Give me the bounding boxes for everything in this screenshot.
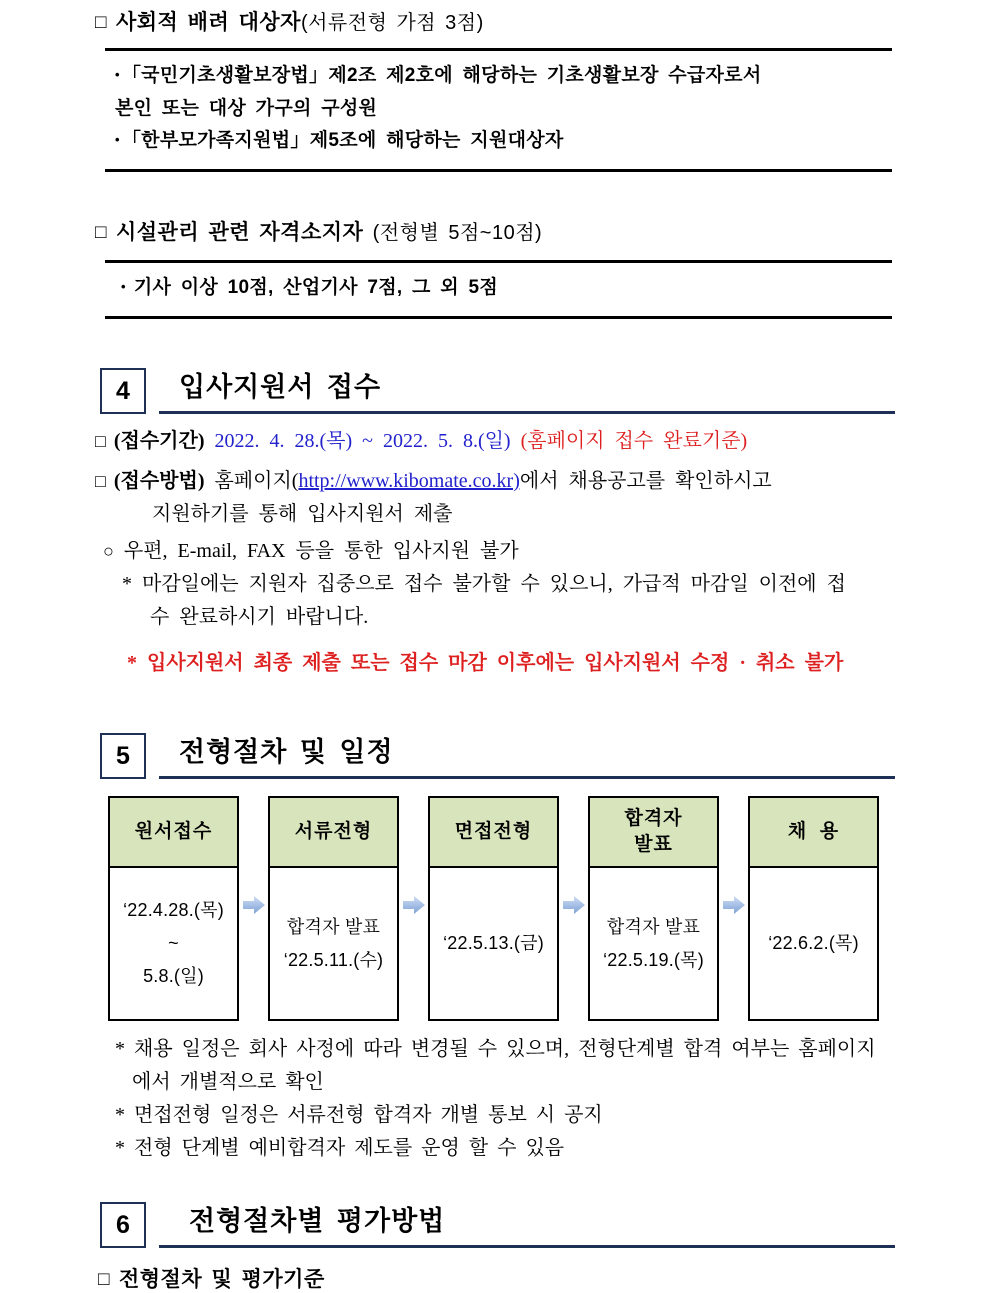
apply-period-label: (접수기간)	[113, 430, 205, 452]
apply-method-cont	[152, 498, 895, 531]
flow-note-2	[115, 1099, 895, 1132]
flow-step-header	[590, 798, 717, 868]
flow-step-title: 면접전형	[454, 821, 533, 842]
facility-cert-item	[115, 272, 892, 305]
flow-step-header	[110, 798, 237, 868]
dot-bullet-icon: •	[115, 67, 120, 82]
flow-step-body	[270, 868, 397, 1019]
social-care-heading	[95, 6, 895, 36]
section5-title-underline	[159, 730, 895, 779]
flow-step-title: 발표	[634, 834, 673, 855]
apply-method-post: 에서 채용공고를 확인하시고	[519, 470, 772, 492]
flow-step-interview	[428, 796, 559, 1021]
flow-notes	[115, 1033, 895, 1165]
square-bullet-icon: □	[98, 1269, 110, 1290]
flow-step-header	[270, 798, 397, 868]
section6-title-underline	[159, 1199, 895, 1248]
criteria-title: 전형절차 및 평가기준	[118, 1268, 325, 1291]
section5-number: 5	[116, 741, 130, 770]
section6-number: 6	[116, 1210, 130, 1239]
flow-step-title: 서류전형	[294, 821, 373, 842]
social-care-item-cont	[115, 93, 892, 125]
section4-number-box	[100, 368, 146, 414]
section6-header	[100, 1199, 895, 1248]
no-edit-warning-text: * 입사지원서 최종 제출 또는 접수 마감 이후에는 입사지원서 수정 · 취소 불가	[127, 652, 844, 674]
flow-step-title: 원서접수	[134, 821, 213, 842]
section5-number-box	[100, 733, 146, 779]
flow-arrow-cell	[399, 796, 428, 1021]
facility-cert-title-note: (전형별 5점~10점)	[372, 222, 543, 244]
flow-note-text: 에서 개별적으로 확인	[132, 1071, 324, 1093]
social-care-item-text: 본인 또는 대상 가구의 구성원	[115, 98, 378, 119]
deadline-note-line2	[150, 601, 895, 634]
facility-cert-heading	[95, 216, 895, 246]
apply-period-line	[95, 425, 895, 458]
flow-arrow-cell	[239, 796, 268, 1021]
social-care-title-note: (서류전형 가점 3점)	[300, 12, 484, 34]
flow-step-label: 합격자 발표	[286, 916, 381, 937]
section4-title-underline	[159, 365, 895, 414]
section6-title: 전형절차별 평가방법	[189, 1206, 446, 1236]
dot-bullet-icon: •	[121, 279, 126, 294]
deadline-note-text: 수 완료하시기 바랍니다.	[150, 606, 369, 628]
flow-arrow-cell	[719, 796, 748, 1021]
flow-step-tilde: ~	[168, 933, 179, 953]
flow-step-pass-announcement	[588, 796, 719, 1021]
flow-step-body	[430, 868, 557, 1019]
square-bullet-icon: □	[95, 12, 107, 33]
flow-step-document-screening	[268, 796, 399, 1021]
social-care-item	[115, 125, 892, 158]
flow-step-date: ‘22.5.13.(금)	[443, 933, 544, 953]
right-arrow-icon	[723, 896, 745, 914]
flow-step-hiring	[748, 796, 879, 1021]
apply-method-pre: 홈페이지(	[214, 470, 299, 492]
apply-method-line	[95, 465, 895, 498]
social-care-item-text: 「국민기초생활보장법」제2조 제2호에 해당하는 기초생활보장 수급자로서	[121, 65, 762, 86]
process-flowchart	[108, 796, 895, 1021]
flow-note-text: * 전형 단계별 예비합격자 제도를 운영 할 수 있음	[115, 1137, 565, 1159]
section4-title: 입사지원서 접수	[179, 372, 382, 402]
no-mail-line	[103, 535, 895, 568]
apply-method-label: (접수방법)	[113, 470, 205, 492]
flow-step-body	[110, 868, 237, 1019]
social-care-item-text: 「한부모가족지원법」제5조에 해당하는 지원대상자	[121, 130, 564, 151]
facility-cert-item-text: 기사 이상 10점, 산업기사 7점, 그 외 5점	[133, 277, 499, 298]
social-care-box	[105, 48, 892, 172]
flow-note-1-cont	[132, 1066, 895, 1099]
apply-period-note: (홈페이지 접수 완료기준)	[520, 430, 748, 452]
flow-step-title: 채 용	[787, 821, 840, 842]
section5-title: 전형절차 및 일정	[179, 737, 394, 767]
flow-step-label: 합격자 발표	[606, 916, 701, 937]
section4-header	[100, 365, 895, 414]
social-care-title: 사회적 배려 대상자	[115, 11, 301, 34]
flow-arrow-cell	[559, 796, 588, 1021]
section5-header	[100, 730, 895, 779]
section6-number-box	[100, 1202, 146, 1248]
square-bullet-icon: □	[95, 222, 107, 243]
flow-step-date: ‘22.4.28.(목)	[123, 900, 224, 920]
flow-step-body	[750, 868, 877, 1019]
flow-step-header	[750, 798, 877, 868]
flow-note-3	[115, 1132, 895, 1165]
criteria-heading	[98, 1263, 895, 1293]
flow-step-application	[108, 796, 239, 1021]
square-bullet-icon: □	[95, 471, 106, 491]
square-bullet-icon: □	[95, 431, 106, 451]
flow-step-date: ‘22.6.2.(목)	[768, 933, 859, 953]
section4-number: 4	[116, 376, 130, 405]
circle-bullet-icon: ○	[103, 541, 114, 561]
flow-step-date: ‘22.5.11.(수)	[283, 949, 384, 970]
deadline-note-text: * 마감일에는 지원자 집중으로 접수 불가할 수 있으니, 가급적 마감일 이전에 접	[122, 573, 846, 595]
right-arrow-icon	[403, 896, 425, 914]
right-arrow-icon	[243, 896, 265, 914]
flow-step-body	[590, 868, 717, 1019]
flow-step-date: 5.8.(일)	[143, 966, 204, 986]
social-care-item	[115, 60, 892, 93]
deadline-note-line1	[122, 568, 895, 601]
dot-bullet-icon: •	[115, 132, 120, 147]
apply-method-cont-text: 지원하기를 통해 입사지원서 제출	[152, 503, 453, 525]
no-mail-text: 우편, E-mail, FAX 등을 통한 입사지원 불가	[123, 540, 519, 562]
facility-cert-box	[105, 260, 892, 319]
flow-step-title: 합격자	[624, 808, 683, 829]
flow-note-1	[115, 1033, 895, 1066]
flow-step-header	[430, 798, 557, 868]
flow-note-text: * 면접전형 일정은 서류전형 합격자 개별 통보 시 공지	[115, 1104, 603, 1126]
no-edit-warning-line	[127, 647, 895, 680]
right-arrow-icon	[563, 896, 585, 914]
facility-cert-title: 시설관리 관련 자격소지자	[115, 221, 364, 244]
apply-period-dates: 2022. 4. 28.(목) ~ 2022. 5. 8.(일)	[214, 430, 511, 452]
flow-step-date: ‘22.5.19.(목)	[603, 949, 704, 970]
flow-note-text: * 채용 일정은 회사 사정에 따라 변경될 수 있으며, 전형단계별 합격 여부는 홈페이지	[115, 1038, 876, 1060]
homepage-link[interactable]: http://www.kibomate.co.kr)	[298, 470, 520, 492]
